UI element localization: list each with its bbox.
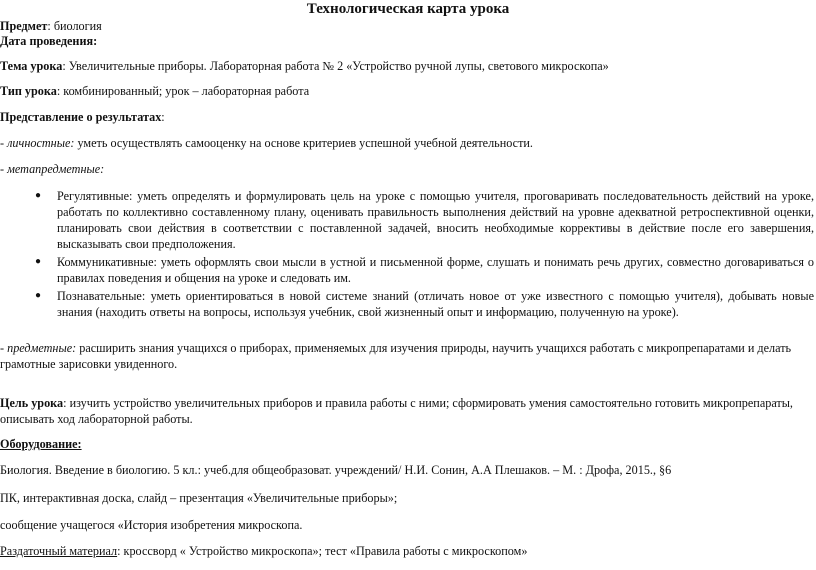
bullet-icon: ● xyxy=(35,290,42,301)
list-item xyxy=(0,254,816,286)
subject-line: Предмет: биология xyxy=(0,19,102,33)
list-item xyxy=(0,188,816,252)
subject-results-label: предметные: xyxy=(7,341,77,355)
date-line xyxy=(0,33,812,49)
goal-line: Цель урока: изучить устройство увеличительных приборов и правила работы с ними; сформировать умения самостоятельно готовить микропрепараты, описывать ход лабораторной работы. xyxy=(0,396,793,426)
metasubject-list xyxy=(0,188,816,322)
topic-label: Тема урока xyxy=(0,59,63,73)
equipment-line: ПК, интерактивная доска, слайд – презентация «Увеличительные приборы»; xyxy=(0,491,398,505)
equipment-heading-line xyxy=(0,436,812,452)
subject-value: биология xyxy=(53,19,102,33)
metasubject-label: метапредметные: xyxy=(7,162,105,176)
list-item-text: Познавательные: уметь ориентироваться в новой системе знаний (отличать новое от уже известного с помощью учителя), добывать новые знания (находить ответы на вопросы, используя учебник, свой жизненный опыт и информацию, полученную на уроке). xyxy=(57,289,814,319)
subject-results xyxy=(0,340,812,372)
page-title: Технологическая карта урока xyxy=(306,1,510,17)
equipment-heading: Оборудование: xyxy=(0,437,82,451)
handout-text: кроссворд « Устройство микроскопа»; тест «Правила работы с микроскопом» xyxy=(123,544,528,558)
list-item-text: Регулятивные: уметь определять и формулировать цель на уроке с помощью учителя, проговаривать последовательность действий на уроке, работать по коллективно составленному плану, оценивать правильность выполнения действий на уровне адекватной ретроспективной оценки, планировать свои действия в соответствии с поставленной задачей, вносить необходимые коррективы в действие после его завершения, высказывать свои предположения. xyxy=(57,189,814,251)
equipment-line: Биология. Введение в биологию. 5 кл.: учеб.для общеобразоват. учреждений/ Н.И. Сонин, А.А Плешаков. – М. : Дрофа, 2015., §6 xyxy=(0,463,672,477)
personal-text: уметь осуществлять самооценку на основе критериев успешной учебной деятельности. xyxy=(77,136,533,150)
subject-label: Предмет xyxy=(0,19,48,33)
list-item-text: Коммуникативные: уметь оформлять свои мысли в устной и письменной форме, слушать и понимать речь других, совместно договариваться о правилах поведения и общения на уроке и следовать им. xyxy=(57,255,814,285)
handout-label: Раздаточный материал xyxy=(0,544,118,558)
metasubject-results xyxy=(0,161,812,177)
lesson-type-value: комбинированный; урок – лабораторная работа xyxy=(63,84,310,98)
lesson-type-label: Тип урока xyxy=(0,84,57,98)
date-label: Дата проведения: xyxy=(0,34,98,48)
subject-results-dash: - xyxy=(0,341,8,355)
metasubject-dash: - xyxy=(0,162,8,176)
personal-label: личностные: xyxy=(7,136,75,150)
lesson-type-line: Тип урока: комбинированный; урок – лабораторная работа xyxy=(0,84,310,98)
topic-line: Тема урока: Увеличительные приборы. Лабораторная работа № 2 «Устройство ручной лупы, светового микроскопа» xyxy=(0,59,609,73)
results-heading-line: Представление о результатах: xyxy=(0,110,165,124)
bullet-icon: ● xyxy=(35,190,42,201)
results-heading: Представление о результатах xyxy=(0,110,162,124)
bullet-icon: ● xyxy=(35,256,42,267)
personal-results xyxy=(0,135,812,151)
handout-line: Раздаточный материал: кроссворд « Устройство микроскопа»; тест «Правила работы с микроскопом» xyxy=(0,544,528,558)
equipment-line: сообщение учащегося «История изобретения микроскопа. xyxy=(0,518,303,532)
topic-value: Увеличительные приборы. Лабораторная работа № 2 «Устройство ручной лупы, светового микроскопа» xyxy=(68,59,609,73)
subject-results-text: расширить знания учащихся о приборах, применяемых для изучения природы, научить учащихся работать с микропрепаратами и делать грамотные зарисовки увиденного. xyxy=(0,341,792,371)
personal-dash: - xyxy=(0,136,8,150)
list-item xyxy=(0,288,816,320)
goal-text: изучить устройство увеличительных приборов и правила работы с ними; сформировать умения самостоятельно готовить микропрепараты, описывать ход лабораторной работы. xyxy=(0,396,793,426)
goal-label: Цель урока xyxy=(0,396,64,410)
